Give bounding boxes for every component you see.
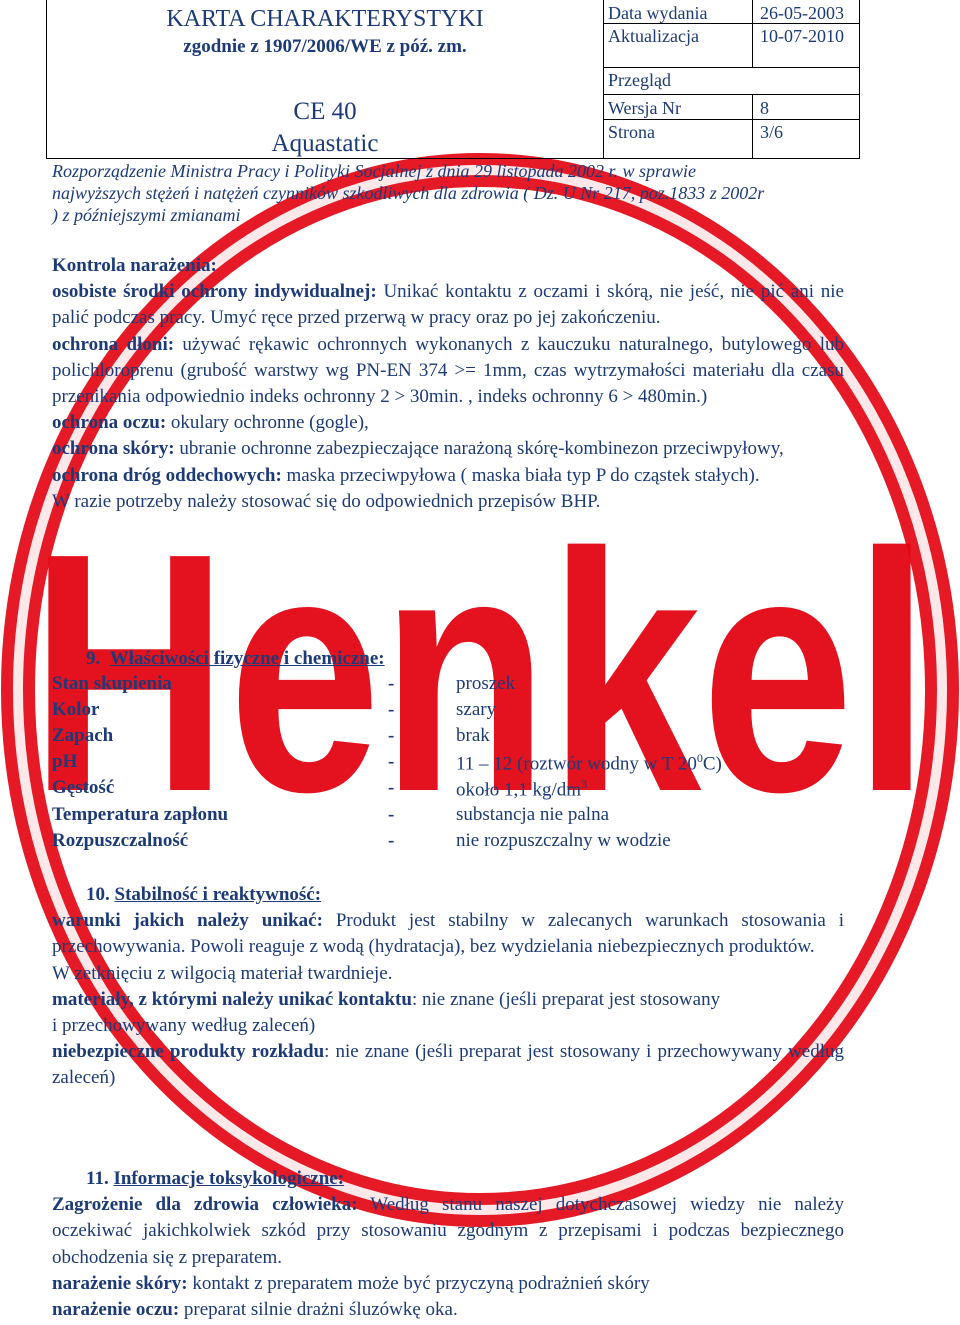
henkel-logo-text: Henkel bbox=[30, 483, 930, 863]
property-dash: - bbox=[388, 725, 395, 746]
eye-protection-text: okulary ochronne (gogle), bbox=[166, 412, 369, 434]
property-value: brak bbox=[456, 725, 490, 746]
incompatible-materials-text: : nie znane (jeśli preparat jest stosowany bbox=[411, 988, 721, 1010]
property-row bbox=[52, 699, 844, 725]
property-key: Zapach bbox=[52, 725, 114, 746]
moisture-note: W zetknięciu z wilgocią materiał twardnieje. bbox=[52, 962, 393, 984]
personal-protection-label: osobiste środki ochrony indywidualnej: bbox=[52, 281, 377, 303]
eye-exposure-text: preparat silnie drażni śluzówkę oka. bbox=[179, 1299, 458, 1321]
property-key: Stan skupienia bbox=[52, 673, 172, 694]
property-row bbox=[52, 804, 844, 830]
property-row bbox=[52, 751, 844, 777]
ph-value-text: 11 – 12 (roztwór wodny w T 20 bbox=[456, 753, 697, 775]
product-code: CE 40 bbox=[293, 98, 357, 125]
property-row bbox=[52, 830, 844, 856]
product-name: Aquastatic bbox=[271, 130, 379, 157]
regulation-note bbox=[52, 160, 844, 226]
exposure-control-section bbox=[52, 253, 844, 515]
property-value: proszek bbox=[456, 673, 516, 694]
decomposition-label: niebezpieczne produkty rozkładu bbox=[52, 1041, 325, 1063]
property-dash: - bbox=[388, 751, 395, 772]
skin-exposure-text: kontakt z preparatem może być przyczyną podrażnień skóry bbox=[187, 1272, 650, 1294]
version-value: 8 bbox=[760, 98, 769, 118]
hand-protection-label: ochrona dłoni: bbox=[52, 333, 175, 355]
skin-exposure-label: narażenie skóry: bbox=[52, 1272, 188, 1294]
hand-protection-text: używać rękawic ochronnych wykonanych z kauczuku naturalnego, butylowego lub polichloroprenu (grubość warstwy wg PN-EN 374 >= 1mm, czas wytrzymałości materiału dla czasu przenikania odpowiednio indeks ochronny 2 > 30min. , indeks ochronny 6 > 480min.) bbox=[52, 333, 844, 408]
property-dash: - bbox=[388, 804, 395, 825]
section-9-number: 9. bbox=[86, 648, 101, 669]
section-11-title: Informacje toksykologiczne: bbox=[113, 1168, 345, 1189]
property-key: Rozpuszczalność bbox=[52, 830, 189, 851]
ph-unit: C) bbox=[702, 753, 722, 775]
bhp-note: W razie potrzeby należy stosować się do odpowiednich przepisów BHP. bbox=[52, 490, 601, 512]
ph-superscript: 0 bbox=[696, 751, 703, 765]
property-dash: - bbox=[388, 830, 395, 851]
section-10-number: 10. bbox=[86, 884, 110, 905]
respiratory-protection-label: ochrona dróg oddechowych: bbox=[52, 464, 282, 486]
property-row bbox=[52, 777, 844, 803]
review-label: Przegląd bbox=[608, 70, 671, 90]
section-10-title: Stabilność i reaktywność: bbox=[114, 884, 322, 905]
regulation-line: najwyższych stężeń i natężeń czynników szkodliwych dla zdrowia ( Dz. U Nr 217, poz.1833 z 2002r bbox=[52, 183, 765, 203]
property-value bbox=[456, 777, 587, 801]
skin-protection-text: ubranie ochronne zabezpieczające narażoną skórę-kombinezon przeciwpyłowy, bbox=[174, 438, 784, 460]
property-key: Temperatura zapłonu bbox=[52, 804, 229, 825]
property-row bbox=[52, 725, 844, 751]
personal-protection-text: Unikać kontaktu z oczami i skórą, nie jeść, nie pić ani nie palić podczas pracy. Umyć ręce przed przerwą w pracy oraz po jej zakończeniu. bbox=[52, 281, 844, 329]
avoid-conditions-text: Produkt jest stabilny w zalecanych warunkach stosowania i przechowywania. Powoli reaguje z wodą (hydratacja), bez wydzielania niebezpiecznych produktów. bbox=[52, 910, 844, 958]
health-hazard-label: Zagrożenie dla zdrowia człowieka: bbox=[52, 1194, 358, 1216]
respiratory-protection-text: maska przeciwpyłowa ( maska biała typ P do cząstek stałych). bbox=[281, 464, 760, 486]
property-value bbox=[456, 751, 722, 775]
incompatible-materials-label: materiały, z którymi należy unikać kontaktu bbox=[52, 988, 412, 1010]
property-key: pH bbox=[52, 751, 78, 772]
doc-title: KARTA CHARAKTERYSTYKI bbox=[166, 6, 484, 32]
section-11-number: 11. bbox=[86, 1168, 109, 1189]
update-value: 10-07-2010 bbox=[760, 26, 844, 46]
avoid-conditions-label: warunki jakich należy unikać: bbox=[52, 910, 323, 932]
property-value: szary bbox=[456, 699, 497, 720]
section-11 bbox=[52, 1166, 844, 1323]
property-key: Kolor bbox=[52, 699, 100, 720]
issue-date-label: Data wydania bbox=[608, 3, 708, 23]
section-9-title: Właściwości fizyczne i chemiczne: bbox=[109, 648, 385, 669]
section-9-heading bbox=[52, 646, 844, 672]
page-value: 3/6 bbox=[760, 122, 784, 142]
eye-protection-label: ochrona oczu: bbox=[52, 412, 167, 434]
property-value: nie rozpuszczalny w wodzie bbox=[456, 830, 671, 851]
health-hazard-text: Według stanu naszej dotychczasowej wiedzy nie należy oczekiwać jakichkolwiek szkód przy stosowaniu zgodnym z przepisami i podczas bezpiecznego obchodzenia się z preparatem. bbox=[52, 1194, 844, 1268]
document-header bbox=[46, 0, 860, 159]
header-info-table bbox=[604, 0, 859, 158]
exposure-heading: Kontrola narażenia: bbox=[52, 255, 217, 276]
density-superscript: 3 bbox=[581, 777, 588, 791]
page-label: Strona bbox=[608, 122, 655, 142]
eye-exposure-label: narażenie oczu: bbox=[52, 1299, 180, 1321]
property-dash: - bbox=[388, 777, 395, 798]
regulation-line: Rozporządzenie Ministra Pracy i Polityki Socjalnej z dnia 29 listopada 2002 r. w sprawie bbox=[52, 161, 696, 181]
property-value: substancja nie palna bbox=[456, 804, 610, 825]
density-value-text: około 1,1 kg/dm bbox=[456, 779, 582, 801]
incompatible-materials-text2: i przechowywany według zaleceń) bbox=[52, 1015, 316, 1037]
doc-subtitle: zgodnie z 1907/2006/WE z póź. zm. bbox=[183, 36, 467, 57]
issue-date-value: 26-05-2003 bbox=[760, 3, 844, 23]
skin-protection-label: ochrona skóry: bbox=[52, 438, 175, 460]
update-label: Aktualizacja bbox=[608, 26, 699, 46]
decomposition-text: : nie znane (jeśli preparat jest stosowany i przechowywany według zaleceń) bbox=[52, 1041, 844, 1089]
property-row bbox=[52, 673, 844, 699]
property-key: Gęstość bbox=[52, 777, 115, 798]
section-10 bbox=[52, 882, 844, 1092]
property-dash: - bbox=[388, 673, 395, 694]
version-label: Wersja Nr bbox=[608, 98, 682, 118]
regulation-line: ) z późniejszymi zmianami bbox=[52, 205, 241, 225]
property-dash: - bbox=[388, 699, 395, 720]
